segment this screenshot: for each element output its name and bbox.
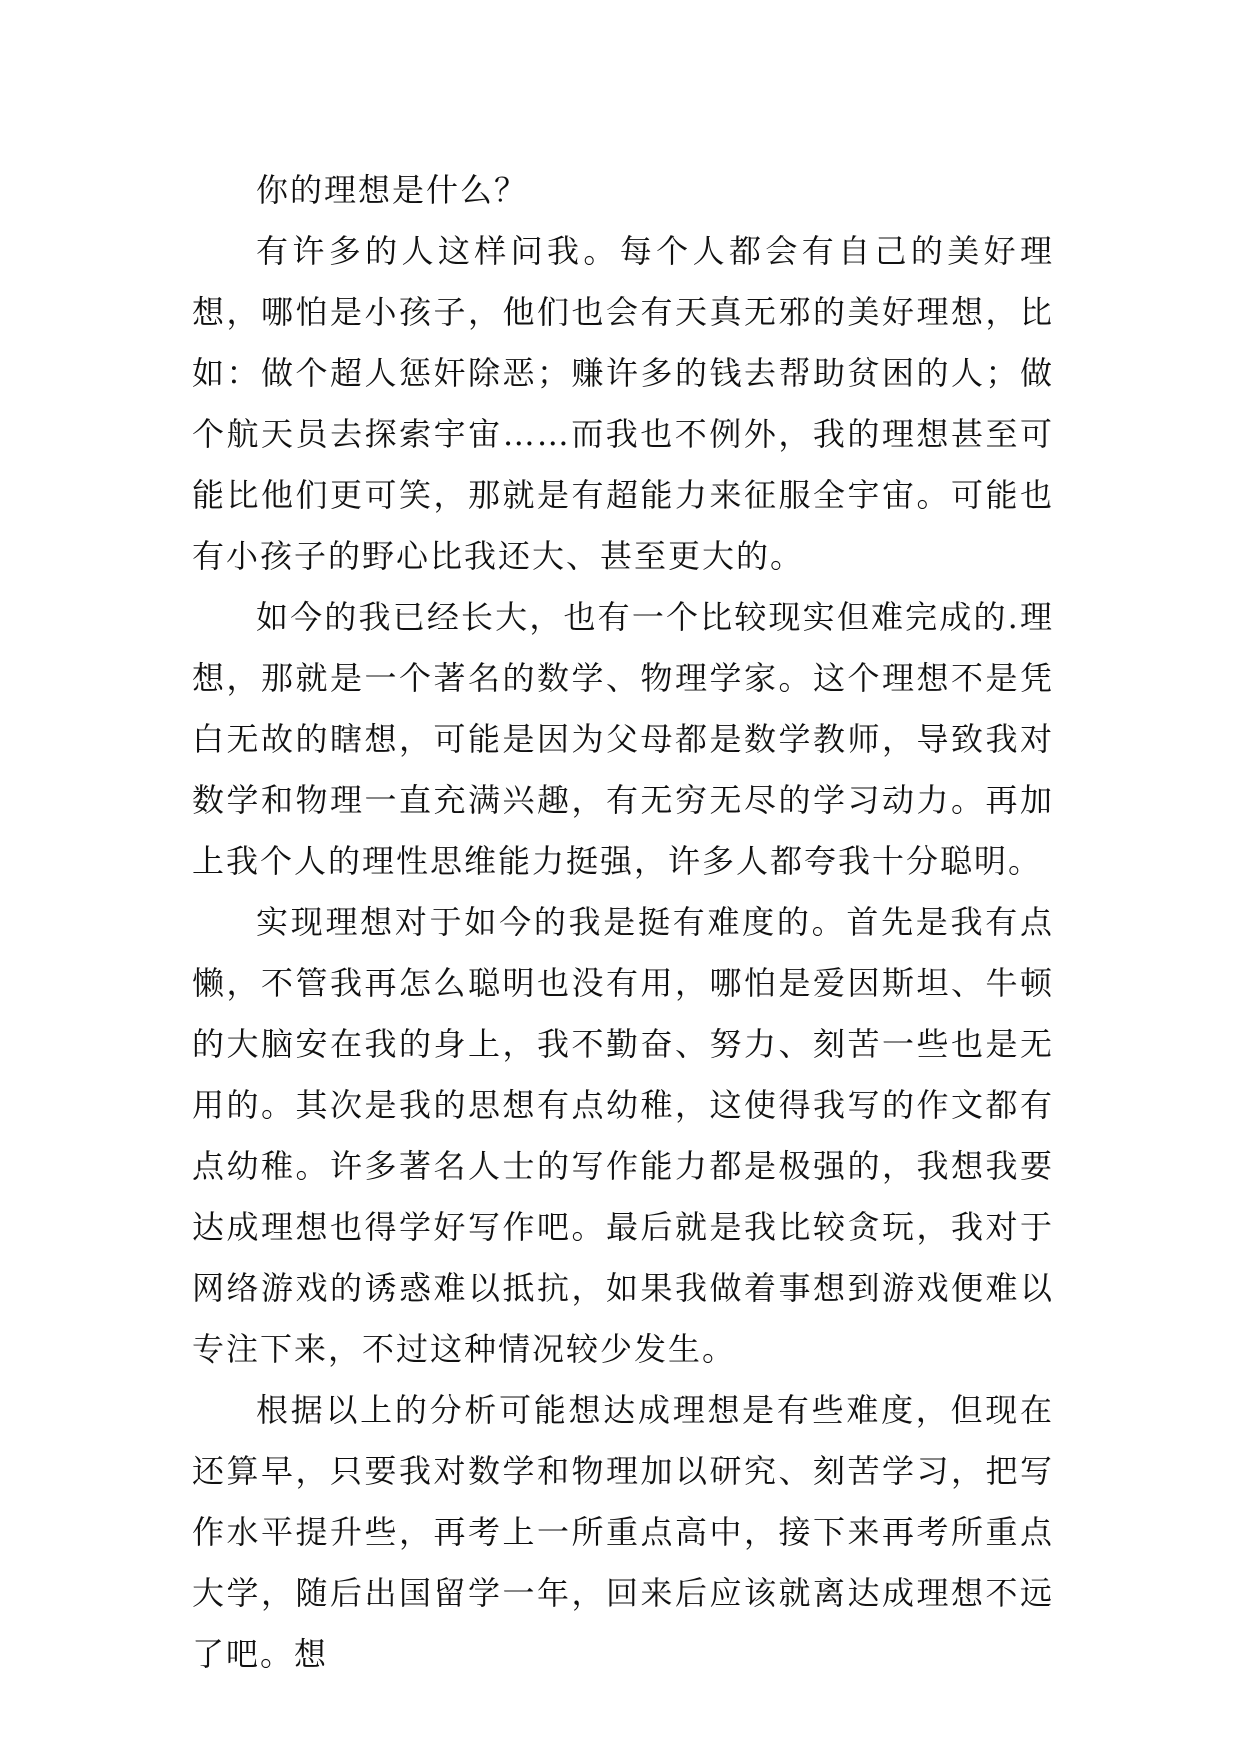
document-body: [192, 160, 1054, 1685]
paragraph-current-ideal: 如今的我已经长大，也有一个比较现实但难完成的.理想，那就是一个著名的数学、物理学家。这个理想不是凭白无故的瞎想，可能是因为父母都是数学教师，导致我对数学和物理一直充满兴趣，有无穷无尽的学习动力。再加上我个人的理性思维能力挺强，许多人都夸我十分聪明。: [192, 598, 1054, 880]
paragraph-plan: 根据以上的分析可能想达成理想是有些难度，但现在还算早，只要我对数学和物理加以研究、刻苦学习，把写作水平提升些，再考上一所重点高中，接下来再考所重点大学，随后出国留学一年，回来后应该就离达成理想不远了吧。想: [192, 1391, 1054, 1673]
paragraph-question: 你的理想是什么？: [256, 171, 529, 209]
paragraph-childhood-dreams: 有许多的人这样问我。每个人都会有自己的美好理想，哪怕是小孩子，他们也会有天真无邪的美好理想，比如：做个超人惩奸除恶；赚许多的钱去帮助贫困的人；做个航天员去探索宇宙……而我也不例外，我的理想甚至可能比他们更可笑，那就是有超能力来征服全宇宙。可能也有小孩子的野心比我还大、甚至更大的。: [192, 232, 1054, 575]
paragraph-difficulties: 实现理想对于如今的我是挺有难度的。首先是我有点懒，不管我再怎么聪明也没有用，哪怕是爱因斯坦、牛顿的大脑安在我的身上，我不勤奋、努力、刻苦一些也是无用的。其次是我的思想有点幼稚，这使得我写的作文都有点幼稚。许多著名人士的写作能力都是极强的，我想我要达成理想也得学好写作吧。最后就是我比较贪玩，我对于网络游戏的诱惑难以抵抗，如果我做着事想到游戏便难以专注下来，不过这种情况较少发生。: [192, 903, 1054, 1368]
